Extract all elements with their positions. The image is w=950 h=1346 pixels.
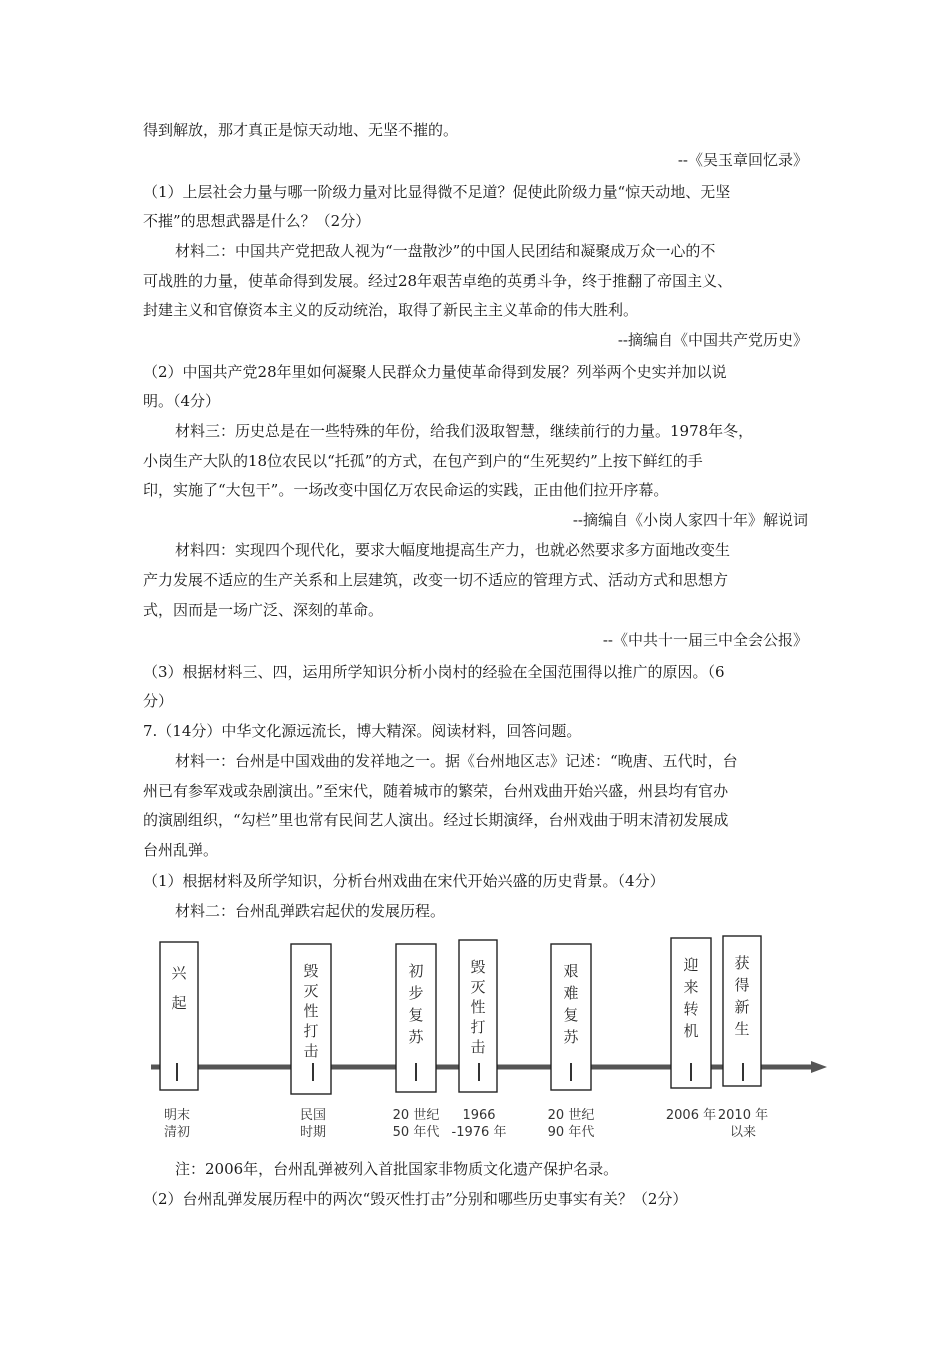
timeline-stage (452, 940, 507, 1140)
timeline-stage (548, 944, 595, 1140)
question-line: （3）根据材料三、四，运用所学知识分析小岗村的经验在全国范围得以推广的原因。（6 (143, 663, 725, 681)
sign-character: 起 (171, 994, 187, 1012)
sign-character: 机 (683, 1022, 699, 1040)
sign-character: 击 (470, 1038, 486, 1056)
sign-character: 灭 (470, 978, 486, 996)
sign-character: 转 (683, 1000, 699, 1018)
material-line: 小岗生产大队的18位农民以“托孤”的方式，在包产到户的“生死契约”上按下鲜红的手 (143, 452, 703, 470)
period-label: 明末 (163, 1108, 191, 1123)
sign-character: 打 (303, 1022, 319, 1040)
sign-character: 毁 (303, 962, 319, 980)
period-label: 50 年代 (392, 1125, 440, 1140)
sign-character: 新 (734, 998, 750, 1016)
material-line: 式，因而是一场广泛、深刻的革命。 (143, 601, 384, 619)
source-citation: --摘编自《中国共产党历史》 (617, 331, 808, 349)
sign-character: 灭 (303, 982, 319, 1000)
source-citation: --《吴玉章回忆录》 (677, 151, 808, 169)
sign-character: 难 (563, 984, 579, 1002)
period-label: 1966 (462, 1108, 496, 1123)
period-label: 时期 (299, 1125, 327, 1140)
sign-character: 击 (303, 1042, 319, 1060)
period-label: 民国 (299, 1108, 327, 1123)
question-heading: 7.（14分）中华文化源远流长，博大精深。阅读材料，回答问题。 (143, 722, 582, 740)
sign-character: 生 (734, 1020, 750, 1038)
question-line: 明。（4分） (143, 392, 221, 410)
source-citation: --摘编自《小岗人家四十年》解说词 (572, 511, 808, 529)
material-line: 材料一：台州是中国戏曲的发祥地之一。据《台州地区志》记述：“晚唐、五代时，台 (175, 752, 738, 770)
sign-character: 打 (470, 1018, 486, 1036)
sign-character: 复 (563, 1006, 579, 1024)
sign-character: 迎 (683, 956, 699, 974)
timeline-stage (160, 942, 198, 1140)
period-label: 20 世纪 (547, 1108, 595, 1123)
material-line: 州已有参军戏或杂剧演出。”至宋代，随着城市的繁荣，台州戏曲开始兴盛，州县均有官办 (143, 782, 729, 800)
question-line: （2）中国共产党28年里如何凝聚人民群众力量使革命得到发展？列举两个史实并加以说 (143, 363, 727, 381)
timeline-arrowhead (811, 1061, 827, 1073)
question-line: （1）根据材料及所学知识，分析台州戏曲在宋代开始兴盛的历史背景。（4分） (143, 872, 665, 890)
sign-character: 性 (303, 1002, 319, 1020)
sign-character: 得 (734, 976, 750, 994)
sign-character: 获 (734, 954, 750, 972)
period-label: 90 年代 (547, 1125, 595, 1140)
material-line: 材料二：中国共产党把敌人视为“一盘散沙”的中国人民团结和凝聚成万众一心的不 (175, 242, 716, 260)
sign-character: 复 (408, 1006, 424, 1024)
material-line: 可战胜的力量，使革命得到发展。经过28年艰苦卓绝的英勇斗争，终于推翻了帝国主义、 (143, 272, 733, 290)
material-line: 材料四：实现四个现代化，要求大幅度地提高生产力，也就必然要求多方面地改变生 (175, 541, 731, 559)
timeline-stage (718, 936, 768, 1140)
sign-character: 兴 (171, 964, 187, 982)
sign-character: 来 (683, 978, 699, 996)
material-line: 产力发展不适应的生产关系和上层建筑，改变一切不适应的管理方式、活动方式和思想方 (143, 571, 729, 589)
period-label: -1976 年 (451, 1125, 507, 1140)
sign-character: 初 (408, 962, 424, 980)
note-line: 注：2006年，台州乱弹被列入首批国家非物质文化遗产保护名录。 (175, 1160, 619, 1178)
sign-character: 艰 (563, 962, 579, 980)
material-line: 印，实施了“大包干”。一场改变中国亿万农民命运的实践，正由他们拉开序幕。 (143, 481, 669, 499)
sign-character: 步 (408, 984, 424, 1002)
sign-character: 毁 (470, 958, 486, 976)
question-line: 不摧”的思想武器是什么？（2分） (143, 212, 371, 230)
material-line: 台州乱弹。 (143, 841, 219, 859)
text-line: 得到解放，那才真正是惊天动地、无坚不摧的。 (143, 121, 459, 139)
period-label: 20 世纪 (392, 1108, 440, 1123)
material-line: 的演剧组织，“勾栏”里也常有民间艺人演出。经过长期演绎，台州戏曲于明末清初发展成 (143, 811, 729, 829)
timeline-stage (291, 944, 331, 1140)
period-label: 清初 (163, 1125, 191, 1140)
sign-character: 苏 (408, 1028, 424, 1046)
timeline-stage (666, 938, 716, 1123)
timeline-figure (143, 930, 833, 1150)
period-label: 2010 年 (717, 1108, 769, 1123)
sign-character: 性 (470, 998, 486, 1016)
question-line: 分） (143, 692, 174, 710)
development-timeline (143, 930, 833, 1150)
material-line: 材料二：台州乱弹跌宕起伏的发展历程。 (175, 902, 446, 920)
question-line: （2）台州乱弹发展历程中的两次“毁灭性打击”分别和哪些历史事实有关？（2分） (143, 1190, 688, 1208)
material-line: 材料三：历史总是在一些特殊的年份，给我们汲取智慧，继续前行的力量。1978年冬， (175, 422, 754, 440)
source-citation: --《中共十一届三中全会公报》 (602, 631, 808, 649)
period-label: 2006 年 (665, 1108, 717, 1123)
timeline-stage (393, 944, 440, 1140)
question-line: （1）上层社会力量与哪一阶级力量对比显得微不足道？促使此阶级力量“惊天动地、无坚 (143, 183, 731, 201)
sign-character: 苏 (563, 1028, 579, 1046)
period-label: 以来 (729, 1125, 757, 1140)
material-line: 封建主义和官僚资本主义的反动统治，取得了新民主主义革命的伟大胜利。 (143, 301, 639, 319)
